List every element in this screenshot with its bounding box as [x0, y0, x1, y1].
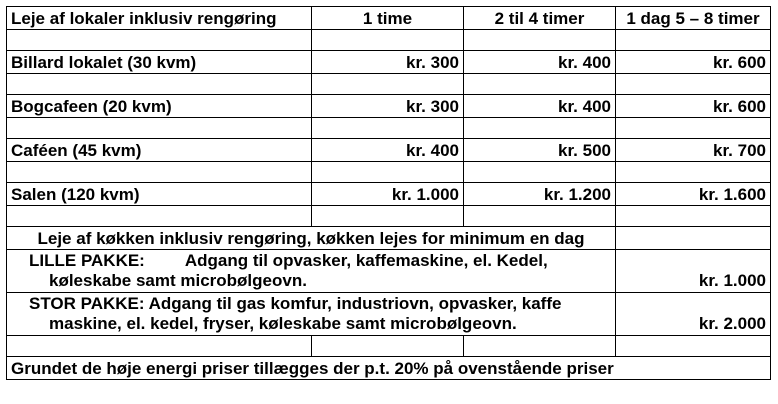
price-2-4-hours: kr. 1.200	[464, 183, 616, 206]
price-1-hour: kr. 400	[312, 139, 464, 162]
room-name: Bogcafeen (20 kvm)	[7, 95, 312, 118]
spacer-row	[7, 30, 771, 51]
kitchen-title: Leje af køkken inklusiv rengøring, køkken lejes for minimum en dag	[7, 227, 616, 250]
large-package-line-1: STOR PAKKE: Adgang til gas komfur, industriovn, opvasker, kaffe	[29, 294, 562, 313]
header-col-full-day: 1 dag 5 – 8 timer	[616, 7, 771, 30]
small-package-price: kr. 1.000	[616, 250, 771, 293]
price-2-4-hours: kr. 400	[464, 95, 616, 118]
price-2-4-hours: kr. 400	[464, 51, 616, 74]
spacer-row	[7, 336, 771, 357]
table-row	[7, 51, 771, 74]
price-table	[6, 6, 771, 380]
room-name: Caféen (45 kvm)	[7, 139, 312, 162]
price-full-day: kr. 600	[616, 51, 771, 74]
small-package-description	[7, 250, 616, 293]
large-package-row	[7, 293, 771, 336]
table-row	[7, 95, 771, 118]
spacer-row	[7, 118, 771, 139]
large-package-line-2: maskine, el. kedel, fryser, køleskabe samt microbølgeovn.	[49, 314, 517, 333]
header-title: Leje af lokaler inklusiv rengøring	[7, 7, 312, 30]
price-full-day: kr. 1.600	[616, 183, 771, 206]
header-col-2-4-hours: 2 til 4 timer	[464, 7, 616, 30]
room-name: Billard lokalet (30 kvm)	[7, 51, 312, 74]
price-1-hour: kr. 1.000	[312, 183, 464, 206]
footer-row	[7, 357, 771, 380]
kitchen-title-row	[7, 227, 771, 250]
small-package-label: LILLE PAKKE:	[29, 251, 145, 270]
small-package-line-1: Adgang til opvasker, kaffemaskine, el. Kedel,	[184, 251, 548, 270]
price-full-day: kr. 600	[616, 95, 771, 118]
table-row	[7, 139, 771, 162]
header-row	[7, 7, 771, 30]
large-package-description	[7, 293, 616, 336]
price-list	[6, 6, 770, 398]
spacer-row	[7, 162, 771, 183]
price-1-hour: kr. 300	[312, 51, 464, 74]
spacer-row	[7, 74, 771, 95]
small-package-row	[7, 250, 771, 293]
header-col-1-hour: 1 time	[312, 7, 464, 30]
table-row	[7, 183, 771, 206]
energy-surcharge-note: Grundet de høje energi priser tillægges der p.t. 20% på ovenstående priser	[7, 357, 771, 380]
spacer-row	[7, 206, 771, 227]
price-full-day: kr. 700	[616, 139, 771, 162]
small-package-line-2: køleskabe samt microbølgeovn.	[49, 271, 307, 290]
price-2-4-hours: kr. 500	[464, 139, 616, 162]
price-1-hour: kr. 300	[312, 95, 464, 118]
room-name: Salen (120 kvm)	[7, 183, 312, 206]
large-package-price: kr. 2.000	[616, 293, 771, 336]
